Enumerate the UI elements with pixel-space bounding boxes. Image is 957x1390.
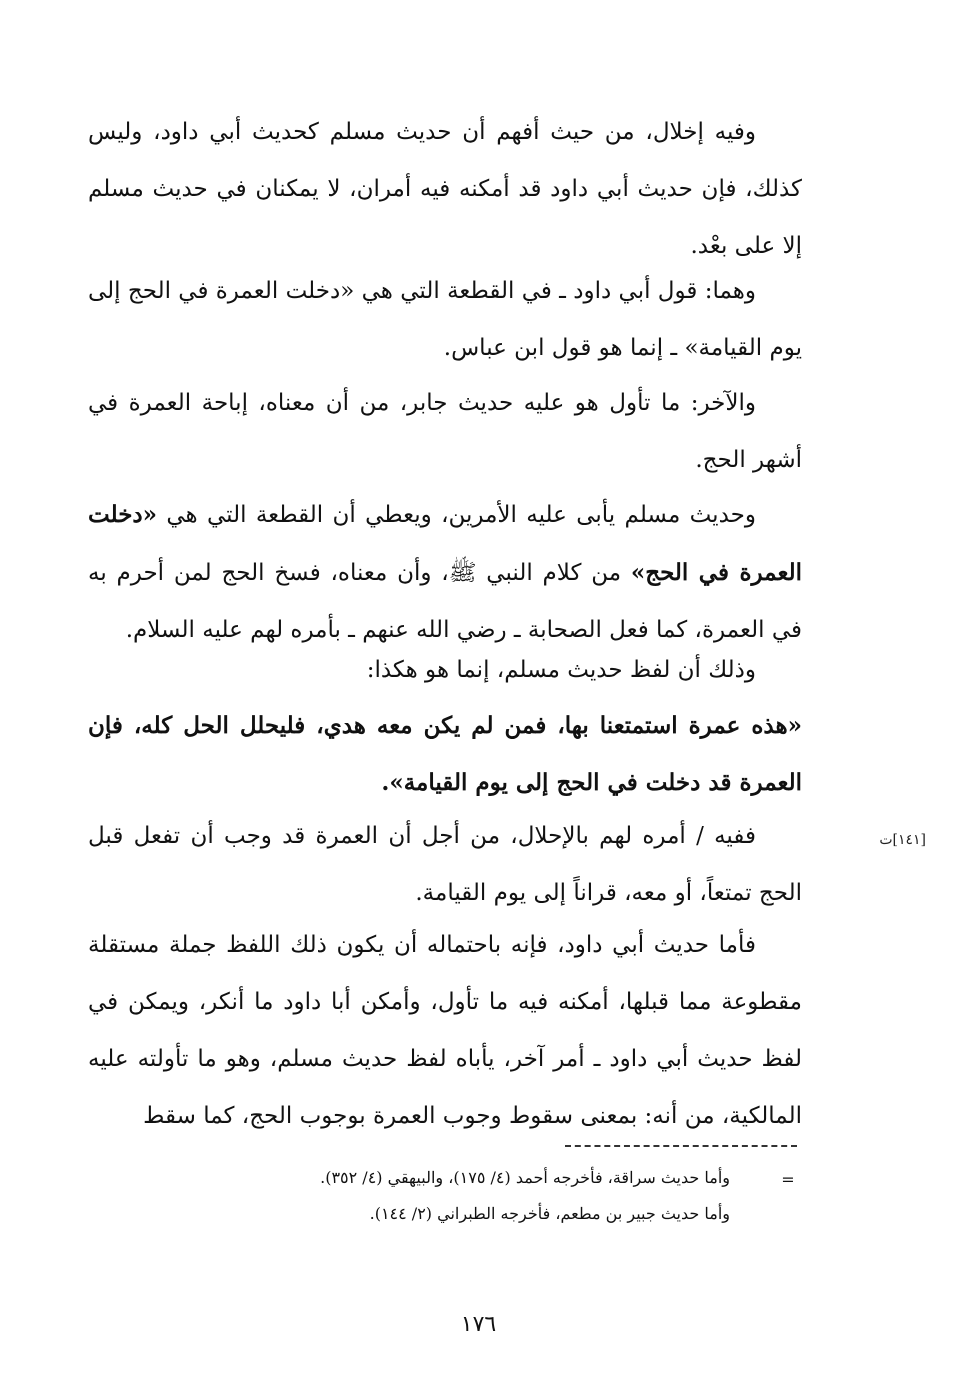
margin-folio-reference: [١٤١]ت xyxy=(879,832,926,848)
paragraph-4-part-1: وحديث مسلم يأبى عليه الأمرين، ويعطي أن القطعة التي هي xyxy=(157,502,756,528)
footnote-2: وأما حديث جبير بن مطعم، فأخرجه الطبراني (٢/ ١٤٤). xyxy=(369,1204,730,1223)
main-text-3 xyxy=(88,375,802,489)
main-text-2 xyxy=(88,263,802,377)
main-text-5 xyxy=(88,642,802,699)
hadith-quote: «هذه عمرة استمتعنا بها، فمن لم يكن معه هدي، فليحلل الحل كله، فإن العمرة قد دخلت في الحج إلى يوم القيامة». xyxy=(88,712,802,796)
main-text-7 xyxy=(88,808,802,922)
paragraph-3: والآخر: ما تأول هو عليه حديث جابر، من أن معناه، إباحة العمرة في أشهر الحج. xyxy=(88,390,802,473)
paragraph-4 xyxy=(88,486,802,659)
page-number: ١٧٦ xyxy=(460,1312,497,1337)
paragraph-4-quote: «دخلت العمرة في الحج» xyxy=(88,501,802,586)
footnote-separator xyxy=(565,1145,797,1147)
paragraph-4-part-2: من كلام النبي ﷺ، وأن معناه، فسخ الحج لمن أحرم به في العمرة، كما فعل الصحابة ـ رضي الله عنهم ـ بأمره لهم عليه السلام. xyxy=(88,560,802,643)
main-text-4 xyxy=(88,486,802,659)
main-text xyxy=(88,104,802,275)
paragraph-1: وفيه إخلال، من حيث أفهم أن حديث مسلم كحديث أبي داود، وليس كذلك، فإن حديث أبي داود قد أمكنه فيه أمران، لا يمكنان في حديث مسلم إلا على بعْد. xyxy=(88,119,802,259)
main-text-6 xyxy=(88,697,802,811)
footnote-continuation-marker: = xyxy=(781,1170,795,1189)
paragraph-5: وذلك أن لفظ حديث مسلم، إنما هو هكذا: xyxy=(366,657,756,683)
main-text-8 xyxy=(88,917,802,1145)
paragraph-7: ففيه / أمره لهم بالإحلال، من أجل أن العمرة قد وجب أن تفعل قبل الحج تمتعاً، أو معه، قراناً إلى يوم القيامة. xyxy=(88,823,802,906)
footnote-1: وأما حديث سراقة، فأخرجه أحمد (٤/ ١٧٥)، والبيهقي (٤/ ٣٥٢). xyxy=(320,1168,730,1187)
paragraph-2: وهما: قول أبي داود ـ في القطعة التي هي «دخلت العمرة في الحج إلى يوم القيامة» ـ إنما هو قول ابن عباس. xyxy=(88,278,802,361)
paragraph-8: فأما حديث أبي داود، فإنه باحتماله أن يكون ذلك اللفظ جملة مستقلة مقطوعة مما قبلها، أمكنه فيه ما تأول، وأمكن أبا داود ما أنكر، ويمكن في لفظ حديث أبي داود ـ أمر آخر، يأباه لفظ حديث مسلم، وهو ما تأولته عليه المالكية، من أنه: بمعنى سقوط وجوب العمرة بوجوب الحج، كما سقط xyxy=(88,932,802,1129)
